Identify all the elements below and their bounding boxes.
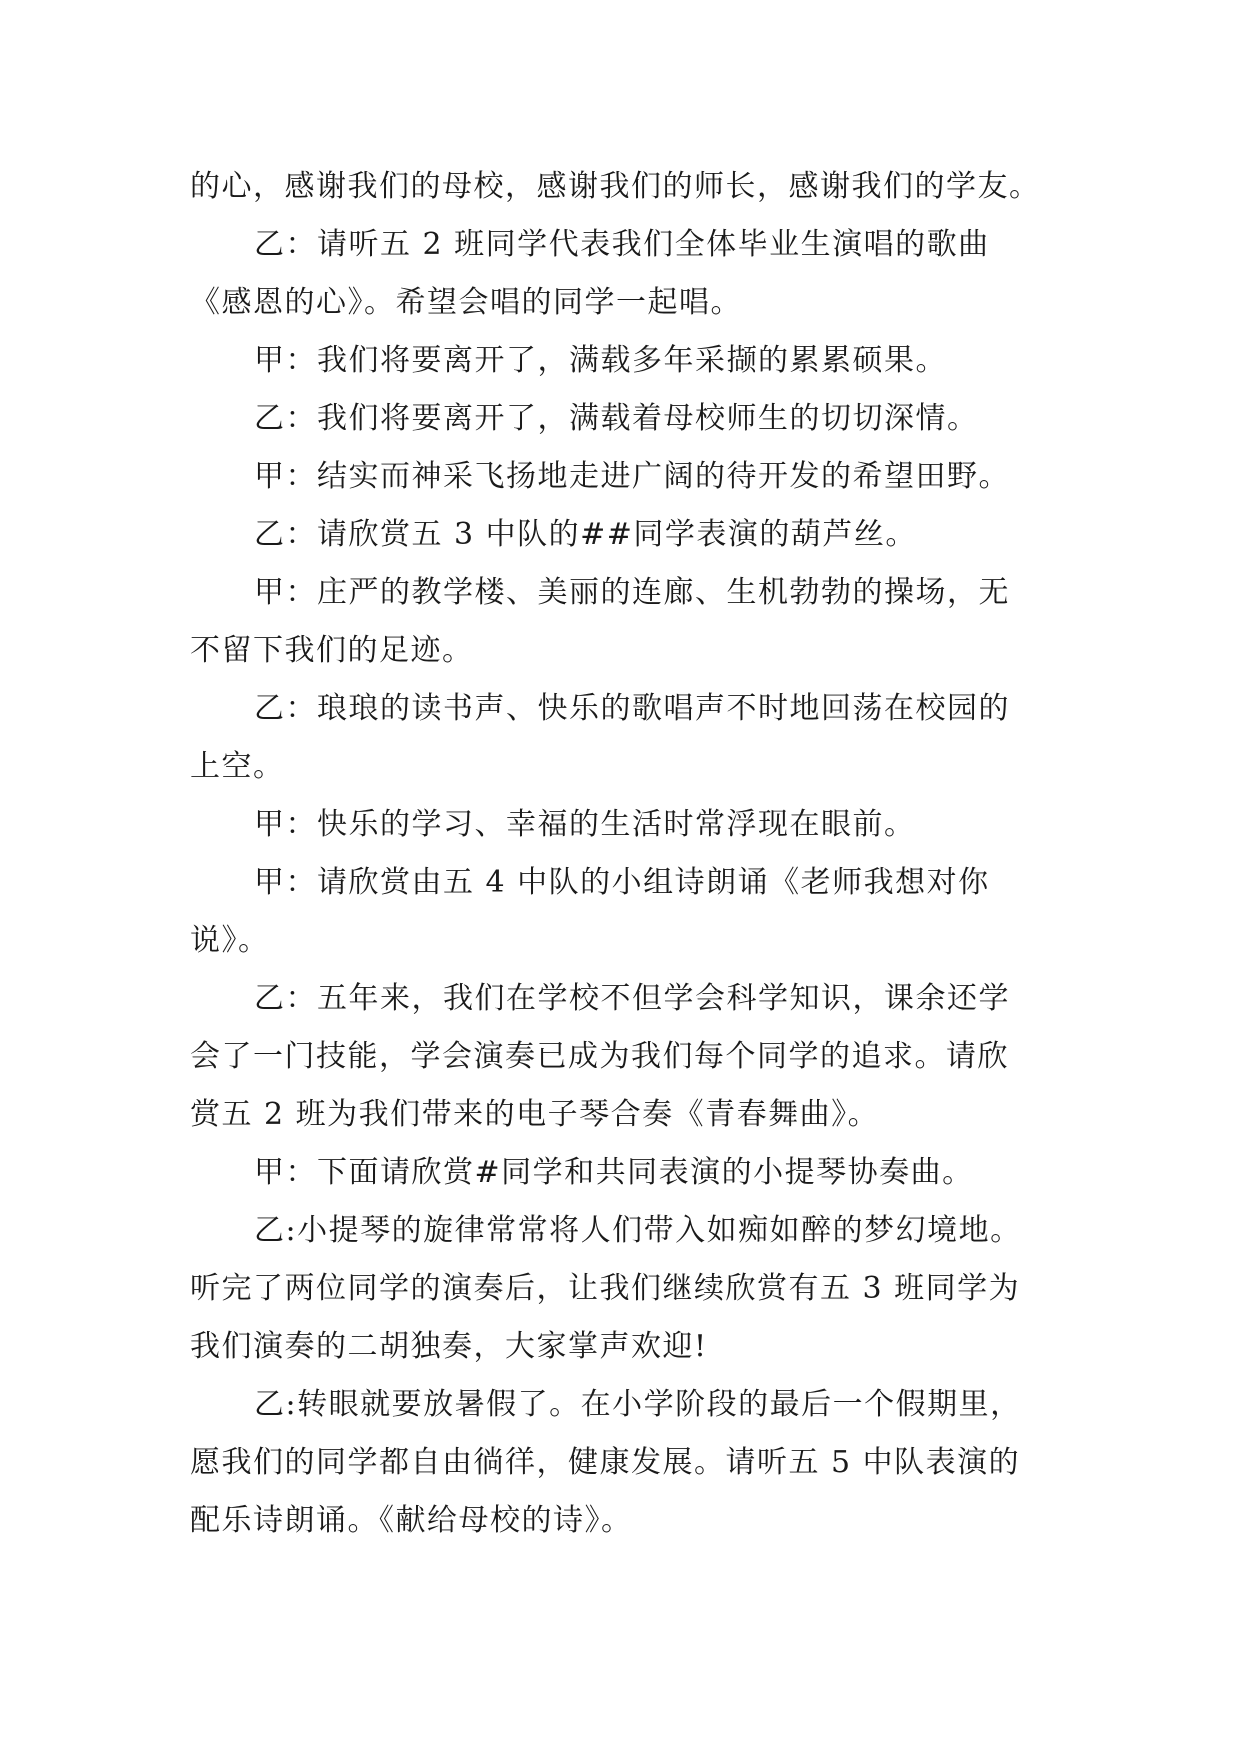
text-line: 乙：琅琅的读书声、快乐的歌唱声不时地回荡在校园的 (254, 691, 1010, 726)
text-line: 乙:转眼就要放暑假了。在小学阶段的最后一个假期里， (254, 1387, 1022, 1422)
text-line: 乙：我们将要离开了，满载着母校师生的切切深情。 (254, 401, 979, 436)
text-line: 甲：我们将要离开了，满载多年采撷的累累硕果。 (254, 343, 947, 378)
document-body (190, 158, 1070, 1550)
text-line: 甲：结实而神采飞扬地走进广阔的待开发的希望田野。 (254, 459, 1010, 494)
text-line: 乙：五年来，我们在学校不但学会科学知识，课余还学 (254, 981, 1010, 1016)
text-line: 《感恩的心》。希望会唱的同学一起唱。 (190, 285, 742, 320)
text-line: 说》。 (190, 923, 270, 958)
text-line: 愿我们的同学都自由徜徉，健康发展。请听五 5 中队表演的 (190, 1445, 1021, 1480)
text-line: 会了一门技能，学会演奏已成为我们每个同学的追求。请欣 (190, 1039, 1009, 1074)
text-line: 我们演奏的二胡独奏，大家掌声欢迎! (190, 1329, 708, 1364)
text-line: 赏五 2 班为我们带来的电子琴合奏《青春舞曲》。 (190, 1097, 880, 1132)
text-line: 乙:小提琴的旋律常常将人们带入如痴如醉的梦幻境地。 (254, 1213, 1022, 1248)
text-line: 乙：请欣赏五 3 中队的##同学表演的葫芦丝。 (254, 517, 917, 552)
text-line: 不留下我们的足迹。 (190, 633, 474, 668)
text-line: 的心，感谢我们的母校，感谢我们的师长，感谢我们的学友。 (190, 169, 1041, 204)
text-line: 乙：请听五 2 班同学代表我们全体毕业生演唱的歌曲 (254, 227, 990, 262)
text-line: 甲：庄严的教学楼、美丽的连廊、生机勃勃的操场，无 (254, 575, 1010, 610)
text-line: 配乐诗朗诵。《献给母校的诗》。 (190, 1503, 633, 1538)
text-line: 甲：快乐的学习、幸福的生活时常浮现在眼前。 (254, 807, 916, 842)
text-line: 甲：请欣赏由五 4 中队的小组诗朗诵《老师我想对你 (254, 865, 990, 900)
text-line: 甲：下面请欣赏#同学和共同表演的小提琴协奏曲。 (254, 1155, 974, 1190)
text-line: 听完了两位同学的演奏后，让我们继续欣赏有五 3 班同学为 (190, 1271, 1021, 1306)
text-line: 上空。 (190, 749, 285, 784)
